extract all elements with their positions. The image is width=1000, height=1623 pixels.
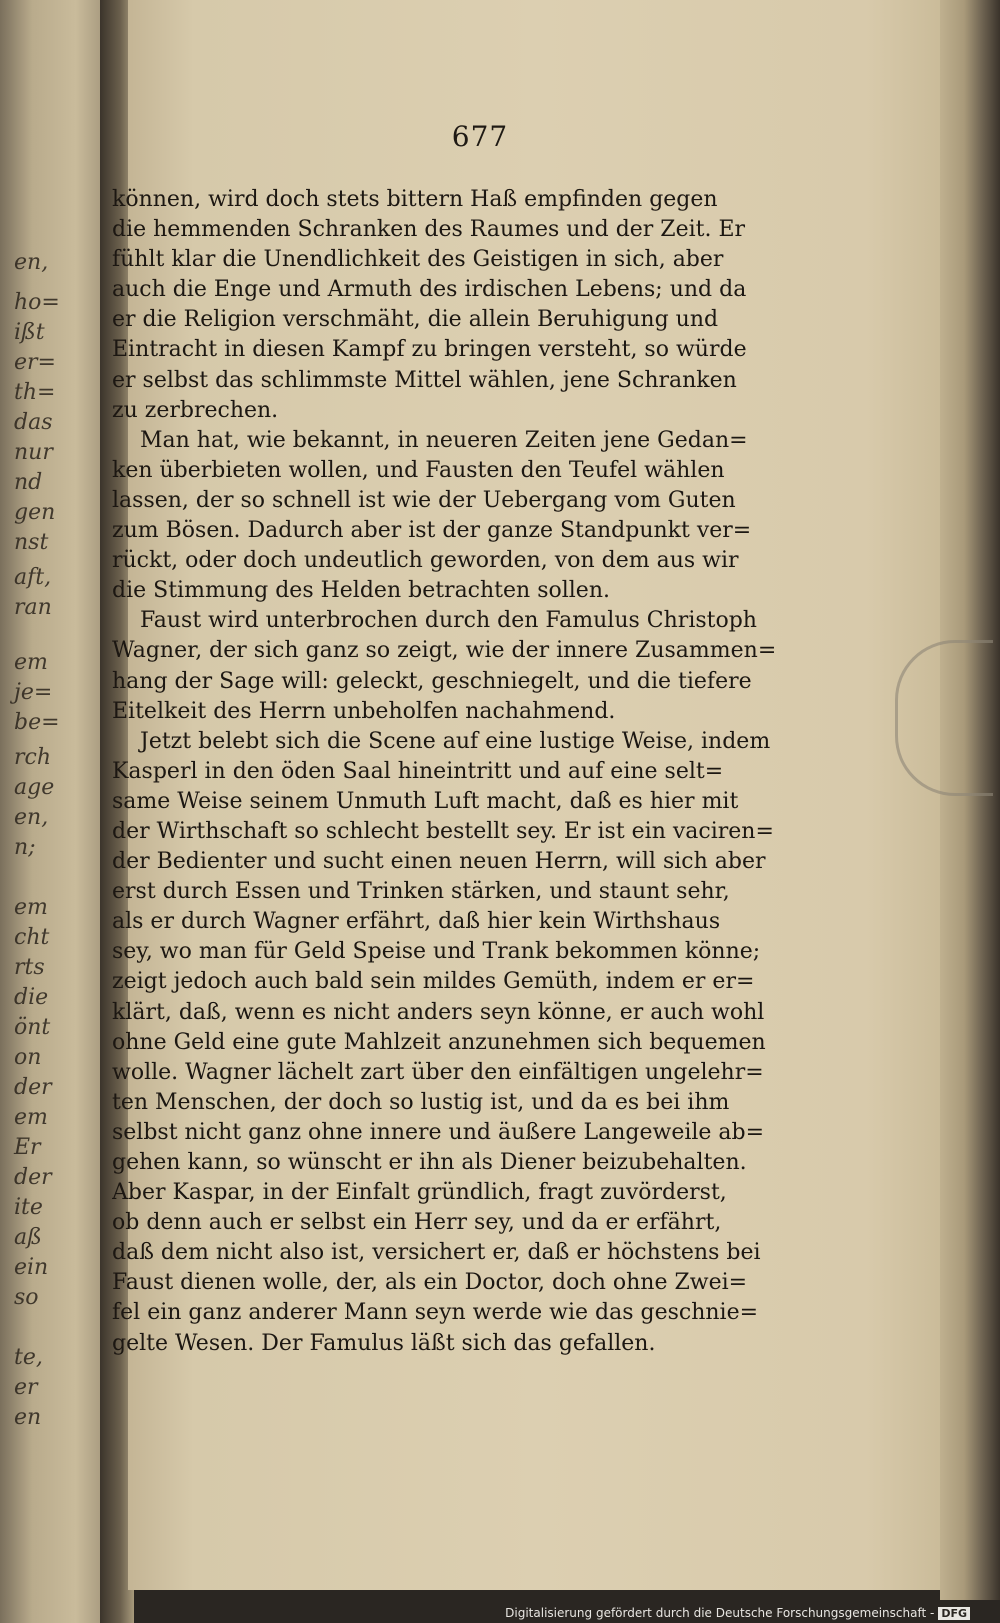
text-line: die Stimmung des Helden betrachten sollen. bbox=[112, 578, 610, 604]
left-page-fragment: em bbox=[14, 650, 48, 675]
dfg-logo: DFG bbox=[938, 1607, 970, 1620]
paragraph-3 bbox=[112, 606, 802, 726]
text-line: klärt, daß, wenn es nicht anders seyn könne, er auch wohl bbox=[112, 999, 765, 1025]
left-page-fragment: nd bbox=[14, 470, 43, 495]
text-line: Eintracht in diesen Kampf zu bringen versteht, so würde bbox=[112, 337, 747, 363]
left-page-fragment: be= bbox=[14, 710, 60, 735]
left-page-fragment: gen bbox=[14, 500, 56, 525]
text-line: Jetzt belebt sich die Scene auf eine lustige Weise, indem bbox=[140, 728, 771, 754]
text-line: Faust wird unterbrochen durch den Famulus Christoph bbox=[140, 608, 757, 634]
left-page-fragment: ho= bbox=[14, 290, 60, 315]
text-line: als er durch Wagner erfährt, daß hier kein Wirthshaus bbox=[112, 909, 721, 935]
text-line: Man hat, wie bekannt, in neueren Zeiten jene Gedan= bbox=[140, 427, 748, 453]
left-page-fragment: so bbox=[14, 1285, 39, 1310]
paragraph-1 bbox=[112, 185, 802, 426]
left-page-fragment: rch bbox=[14, 745, 52, 770]
text-line: Kasperl in den öden Saal hineintritt und auf eine selt= bbox=[112, 758, 724, 784]
text-line: ob denn auch er selbst ein Herr sey, und da er erfährt, bbox=[112, 1210, 722, 1236]
text-line: gelte Wesen. Der Famulus läßt sich das gefallen. bbox=[112, 1330, 656, 1356]
left-page-fragment: en bbox=[14, 1405, 42, 1430]
text-line: der Bedienter und sucht einen neuen Herrn, will sich aber bbox=[112, 849, 766, 875]
left-page-fragment: en, bbox=[14, 805, 49, 830]
text-line: erst durch Essen und Trinken stärken, und staunt sehr, bbox=[112, 879, 730, 905]
footer-text: Digitalisierung gefördert durch die Deutsche Forschungsgemeinschaft - bbox=[505, 1606, 935, 1620]
text-line: Faust dienen wolle, der, als ein Doctor, doch ohne Zwei= bbox=[112, 1270, 748, 1296]
left-page-fragment: aß bbox=[14, 1225, 42, 1250]
left-page-fragment: age bbox=[14, 775, 55, 800]
left-page-fragment: en, bbox=[14, 250, 49, 275]
text-line: daß dem nicht also ist, versichert er, daß er höchstens bei bbox=[112, 1240, 761, 1266]
left-page-fragment: das bbox=[14, 410, 53, 435]
paragraph-4 bbox=[112, 727, 802, 1359]
text-line: der Wirthschaft so schlecht bestellt sey. Er ist ein vaciren= bbox=[112, 818, 774, 844]
left-page-fragment: er bbox=[14, 1375, 38, 1400]
text-line: er die Religion verschmäht, die allein Beruhigung und bbox=[112, 307, 719, 333]
left-page-fragment: em bbox=[14, 1105, 48, 1130]
text-line: zu zerbrechen. bbox=[112, 397, 279, 423]
left-page-fragment: der bbox=[14, 1165, 52, 1190]
text-line: hang der Sage will: geleckt, geschniegelt, und die tiefere bbox=[112, 668, 752, 694]
left-page-fragment: nur bbox=[14, 440, 53, 465]
text-line: zeigt jedoch auch bald sein mildes Gemüth, indem er er= bbox=[112, 969, 755, 995]
text-line: ken überbieten wollen, und Fausten den Teufel wählen bbox=[112, 457, 725, 483]
left-page-fragment: die bbox=[14, 985, 49, 1010]
text-line: Wagner, der sich ganz so zeigt, wie der innere Zusammen= bbox=[112, 638, 777, 664]
text-line: Aber Kaspar, in der Einfalt gründlich, fragt zuvörderst, bbox=[112, 1180, 727, 1206]
text-line: Eitelkeit des Herrn unbeholfen nachahmend. bbox=[112, 698, 616, 724]
left-page-fragment: Er bbox=[14, 1135, 41, 1160]
text-line: ten Menschen, der doch so lustig ist, und da es bei ihm bbox=[112, 1089, 730, 1115]
left-page-fragment: er= bbox=[14, 350, 56, 375]
text-line: auch die Enge und Armuth des irdischen Lebens; und da bbox=[112, 277, 747, 303]
left-page-fragment: cht bbox=[14, 925, 50, 950]
text-line: fühlt klar die Unendlichkeit des Geistigen in sich, aber bbox=[112, 247, 724, 273]
left-page-fragment: rts bbox=[14, 955, 45, 980]
paragraph-2 bbox=[112, 426, 802, 607]
text-line: können, wird doch stets bittern Haß empfinden gegen bbox=[112, 187, 718, 212]
left-page-fragment: th= bbox=[14, 380, 56, 405]
left-page-edge bbox=[0, 0, 108, 1623]
text-line: zum Bösen. Dadurch aber ist der ganze Standpunkt ver= bbox=[112, 518, 752, 544]
left-page-fragment: em bbox=[14, 895, 48, 920]
text-line: rückt, oder doch undeutlich geworden, von dem aus wir bbox=[112, 548, 739, 574]
digitization-footer bbox=[505, 1606, 970, 1620]
page-text bbox=[112, 185, 802, 1359]
text-line: lassen, der so schnell ist wie der Uebergang vom Guten bbox=[112, 487, 736, 513]
left-page-fragment: der bbox=[14, 1075, 52, 1100]
text-line: fel ein ganz anderer Mann seyn werde wie das geschnie= bbox=[112, 1300, 759, 1326]
left-page-fragment: aft, bbox=[14, 565, 52, 590]
left-page-fragment: ite bbox=[14, 1195, 43, 1220]
text-line: er selbst das schlimmste Mittel wählen, jene Schranken bbox=[112, 367, 737, 393]
page-number: 677 bbox=[451, 120, 509, 153]
left-page-fragment: on bbox=[14, 1045, 42, 1070]
page-edges bbox=[940, 0, 1000, 1600]
left-page-fragment: ein bbox=[14, 1255, 49, 1280]
left-page-fragment: te, bbox=[14, 1345, 43, 1370]
text-line: gehen kann, so wünscht er ihn als Diener beizubehalten. bbox=[112, 1150, 747, 1175]
left-page-fragment: je= bbox=[14, 680, 53, 705]
text-line: selbst nicht ganz ohne innere und äußere Langeweile ab= bbox=[112, 1119, 765, 1145]
left-page-fragment: ran bbox=[14, 595, 52, 620]
page-clip bbox=[895, 640, 993, 796]
text-line: wolle. Wagner lächelt zart über den einfältigen ungelehr= bbox=[112, 1059, 764, 1085]
left-page-fragment: n; bbox=[14, 835, 36, 860]
left-page-fragment: önt bbox=[14, 1015, 51, 1040]
text-line: die hemmenden Schranken des Raumes und der Zeit. Er bbox=[112, 217, 746, 243]
left-page-fragment: ißt bbox=[14, 320, 45, 345]
text-line: same Weise seinem Unmuth Luft macht, daß es hier mit bbox=[112, 788, 739, 814]
text-line: sey, wo man für Geld Speise und Trank bekommen könne; bbox=[112, 939, 761, 965]
text-line: ohne Geld eine gute Mahlzeit anzunehmen sich bequemen bbox=[112, 1029, 766, 1055]
left-page-fragment: nst bbox=[14, 530, 49, 555]
